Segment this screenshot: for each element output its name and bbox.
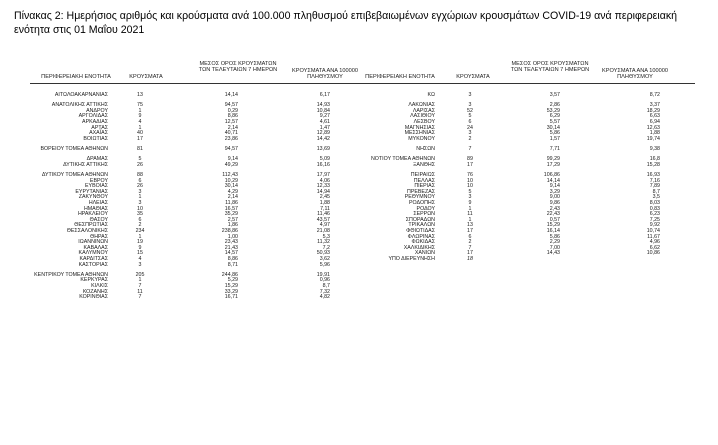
cases-cell: 17 xyxy=(467,228,473,234)
table-row xyxy=(0,126,718,131)
cases-cell: 17 xyxy=(137,135,143,142)
avg7-cell: 5,86 xyxy=(549,130,560,137)
cases-cell: 18 xyxy=(467,256,473,262)
per100k-cell: 3,62 xyxy=(319,256,330,262)
region-cell: ΚΕΝΤΡΙΚΟΥ ΤΟΜΕΑ ΑΘΗΝΩΝ xyxy=(34,271,108,278)
table-row xyxy=(0,218,718,223)
cases-cell: 3 xyxy=(138,188,142,195)
table-row xyxy=(0,207,718,212)
per100k-cell: 11,32 xyxy=(317,239,330,246)
avg7-cell: 2,14 xyxy=(227,124,238,131)
cases-cell: 6 xyxy=(468,233,472,240)
cases-cell: 3 xyxy=(468,130,472,137)
cases-cell: 7 xyxy=(468,146,472,152)
table-row xyxy=(0,109,718,114)
avg7-cell: 23,43 xyxy=(224,239,238,246)
per100k-cell: 6,63 xyxy=(649,113,660,120)
header-cases-left: ΚΡΟΥΣΜΑΤΑ xyxy=(129,74,163,80)
avg7-cell: 5,57 xyxy=(549,119,560,125)
table-row xyxy=(0,251,718,256)
cases-cell: 6 xyxy=(138,177,142,184)
table-row xyxy=(0,257,718,262)
table-row xyxy=(0,173,718,178)
avg7-cell: 3,29 xyxy=(549,188,560,195)
per100k-cell: 0,83 xyxy=(649,205,660,212)
per100k-cell: 3,5 xyxy=(652,194,660,201)
table-row xyxy=(0,147,718,152)
avg7-cell: 94,57 xyxy=(224,102,238,109)
per100k-cell: 19,91 xyxy=(316,271,330,278)
region-cell: ΜΑΓΝΗΣΙΑΣ xyxy=(404,124,435,131)
cases-cell: 11 xyxy=(467,211,473,218)
region-cell: ΣΠΟΡΑΔΩΝ xyxy=(405,216,435,223)
cases-cell: 3 xyxy=(468,102,472,109)
cases-cell: 6 xyxy=(138,216,142,223)
cases-cell: 89 xyxy=(467,156,473,163)
region-cell: ΥΠΟ ΔΙΕΡΕΥΝΗΣΗ xyxy=(388,256,435,262)
region-cell: ΡΕΘΥΜΝΟΥ xyxy=(404,194,435,201)
avg7-cell: 2,57 xyxy=(227,216,238,223)
per100k-cell: 15,28 xyxy=(646,161,660,168)
table-row xyxy=(0,120,718,125)
per100k-cell: 8,72 xyxy=(649,92,660,98)
region-cell: ΝΗΣΩΝ xyxy=(416,146,435,152)
per100k-cell: 14,94 xyxy=(316,188,330,195)
avg7-cell: 16,71 xyxy=(224,294,238,301)
cases-cell: 5 xyxy=(468,188,472,195)
region-cell: ΡΟΔΟΥ xyxy=(416,205,435,212)
avg7-cell: 16,57 xyxy=(224,205,238,212)
cases-cell: 75 xyxy=(137,102,143,109)
per100k-cell: 9,38 xyxy=(649,146,660,152)
region-cell: ΡΟΔΟΠΗΣ xyxy=(408,200,435,206)
cases-cell: 24 xyxy=(467,124,473,131)
table-row xyxy=(0,190,718,195)
per100k-cell: 14,93 xyxy=(316,102,330,109)
per100k-cell: 6,17 xyxy=(319,92,330,98)
per100k-cell: 4,82 xyxy=(319,294,330,301)
avg7-cell: 1,86 xyxy=(227,222,238,229)
per100k-cell: 5,09 xyxy=(319,156,330,163)
region-cell: ΧΑΛΚΙΔΙΚΗΣ xyxy=(403,244,435,251)
cases-cell: 10 xyxy=(137,205,143,212)
per100k-cell: 6,23 xyxy=(649,211,660,218)
avg7-cell: 15,29 xyxy=(546,222,560,229)
avg7-cell: 35,29 xyxy=(224,211,238,218)
avg7-cell: 2,86 xyxy=(549,102,560,109)
avg7-cell: 1,57 xyxy=(549,135,560,142)
region-cell: ΑΧΑΪΑΣ xyxy=(89,130,108,137)
avg7-cell: 16,14 xyxy=(546,228,560,234)
per100k-cell: 4,06 xyxy=(319,177,330,184)
cases-cell: 26 xyxy=(137,161,143,168)
avg7-cell: 30,14 xyxy=(224,183,238,190)
cases-cell: 3 xyxy=(468,194,472,201)
region-cell: ΛΑΚΩΝΙΑΣ xyxy=(408,102,435,109)
header-region-right: ΠΕΡΙΦΕΡΕΙΑΚΗ ΕΝΟΤΗΤΑ xyxy=(365,74,435,80)
region-cell: ΚΑΛΥΜΝΟΥ xyxy=(78,250,108,257)
region-cell: ΑΡΚΑΔΙΑΣ xyxy=(82,119,108,125)
header-divider xyxy=(30,83,695,84)
region-cell: ΚΑΣΤΟΡΙΑΣ xyxy=(78,261,108,268)
avg7-cell: 9,14 xyxy=(227,156,238,163)
cases-cell: 3 xyxy=(138,200,142,206)
avg7-cell: 3,57 xyxy=(549,92,560,98)
per100k-cell: 5,96 xyxy=(319,261,330,268)
region-cell: ΑΡΓΟΛΙΔΑΣ xyxy=(78,113,108,120)
per100k-cell: 13,69 xyxy=(316,146,330,152)
avg7-cell: 2,43 xyxy=(549,205,560,212)
region-cell: ΘΕΣΣΑΛΟΝΙΚΗΣ xyxy=(66,228,108,234)
region-cell: ΘΕΣΠΡΩΤΙΑΣ xyxy=(74,222,108,229)
table-row xyxy=(0,223,718,228)
region-cell: ΦΘΙΩΤΙΔΑΣ xyxy=(406,228,435,234)
region-cell: ΑΙΤΩΛΟΑΚΑΡΝΑΝΙΑΣ xyxy=(54,92,108,98)
region-cell: ΗΛΕΙΑΣ xyxy=(88,200,108,206)
avg7-cell: 5,86 xyxy=(549,233,560,240)
per100k-cell: 7,25 xyxy=(649,216,660,223)
per100k-cell: 12,63 xyxy=(646,124,660,131)
table-row xyxy=(0,184,718,189)
per100k-cell: 7,2 xyxy=(322,244,330,251)
region-cell: ΕΥΒΟΙΑΣ xyxy=(85,183,108,190)
avg7-cell: 14,14 xyxy=(546,177,560,184)
cases-cell: 9 xyxy=(468,200,472,206)
cases-cell: 7 xyxy=(468,244,472,251)
cases-cell: 1 xyxy=(468,205,472,212)
avg7-cell: 9,14 xyxy=(549,183,560,190)
avg7-cell: 12,57 xyxy=(224,119,238,125)
per100k-cell: 4,96 xyxy=(649,239,660,246)
region-cell: ΝΟΤΙΟΥ ΤΟΜΕΑ ΑΘΗΝΩΝ xyxy=(370,156,435,163)
cases-cell: 26 xyxy=(137,183,143,190)
region-cell: ΔΡΑΜΑΣ xyxy=(86,156,108,163)
cases-cell: 2 xyxy=(468,239,472,246)
table-row xyxy=(0,195,718,200)
region-cell: ΑΝΔΡΟΥ xyxy=(86,107,108,114)
per100k-cell: 8,7 xyxy=(652,188,660,195)
per100k-cell: 6,94 xyxy=(649,119,660,125)
avg7-cell: 40,71 xyxy=(224,130,238,137)
per100k-cell: 4,97 xyxy=(319,222,330,229)
avg7-cell: 0,29 xyxy=(227,107,238,114)
avg7-cell: 8,86 xyxy=(227,113,238,120)
table-row xyxy=(0,93,718,98)
region-cell: ΚΕΡΚΥΡΑΣ xyxy=(80,277,108,284)
per100k-cell: 43,57 xyxy=(316,216,330,223)
cases-cell: 5 xyxy=(468,113,472,120)
avg7-cell: 17,29 xyxy=(546,161,560,168)
region-cell: ΞΑΝΘΗΣ xyxy=(412,161,435,168)
region-cell: ΚΟΖΑΝΗΣ xyxy=(82,288,108,295)
per100k-cell: 17,97 xyxy=(316,172,330,178)
avg7-cell: 106,86 xyxy=(543,172,560,178)
avg7-cell: 94,57 xyxy=(224,146,238,152)
per100k-cell: 18,29 xyxy=(646,107,660,114)
region-cell: ΒΟΙΩΤΙΑΣ xyxy=(83,135,108,142)
cases-cell: 234 xyxy=(135,228,145,234)
per100k-cell: 2,45 xyxy=(319,194,330,201)
per100k-cell: 10,86 xyxy=(646,250,660,257)
region-cell: ΗΡΑΚΛΕΙΟΥ xyxy=(77,211,108,218)
per100k-cell: 5,3 xyxy=(322,233,330,240)
per100k-cell: 9,27 xyxy=(319,113,330,120)
cases-cell: 3 xyxy=(138,261,142,268)
cases-cell: 9 xyxy=(138,113,142,120)
region-cell: ΖΑΚΥΝΘΟΥ xyxy=(78,194,108,201)
region-cell: ΔΥΤΙΚΟΥ ΤΟΜΕΑ ΑΘΗΝΩΝ xyxy=(41,172,108,178)
per100k-cell: 1,88 xyxy=(319,200,330,206)
avg7-cell: 6,29 xyxy=(549,113,560,120)
avg7-cell: 10,29 xyxy=(224,177,238,184)
region-cell: ΒΟΡΕΙΟΥ ΤΟΜΕΑ ΑΘΗΝΩΝ xyxy=(40,146,108,152)
per100k-cell: 19,74 xyxy=(646,135,660,142)
cases-cell: 6 xyxy=(468,119,472,125)
region-cell: ΠΕΛΛΑΣ xyxy=(413,177,435,184)
region-cell: ΛΕΣΒΟΥ xyxy=(413,119,435,125)
per100k-cell: 7,89 xyxy=(649,183,660,190)
cases-cell: 1 xyxy=(138,194,142,201)
avg7-cell: 53,29 xyxy=(546,107,560,114)
per100k-cell: 16,8 xyxy=(649,156,660,163)
region-cell: ΠΡΕΒΕΖΑΣ xyxy=(407,188,435,195)
region-cell: ΕΒΡΟΥ xyxy=(89,177,108,184)
cases-cell: 11 xyxy=(137,288,143,295)
region-cell: ΠΙΕΡΙΑΣ xyxy=(414,183,435,190)
avg7-cell: 112,43 xyxy=(222,172,238,178)
region-cell: ΦΩΚΙΔΑΣ xyxy=(411,239,435,246)
avg7-cell: 4,29 xyxy=(227,188,238,195)
per100k-cell: 21,08 xyxy=(316,228,330,234)
per100k-cell: 7,11 xyxy=(320,205,330,212)
per100k-cell: 50,93 xyxy=(316,250,330,257)
avg7-cell: 238,86 xyxy=(221,228,238,234)
region-cell: ΠΕΙΡΑΙΩΣ xyxy=(410,172,435,178)
header-region-left: ΠΕΡΙΦΕΡΕΙΑΚΗ ΕΝΟΤΗΤΑ xyxy=(41,74,111,80)
avg7-cell: 99,29 xyxy=(546,156,560,163)
cases-cell: 35 xyxy=(137,211,143,218)
header-cases-right: ΚΡΟΥΣΜΑΤΑ xyxy=(456,74,490,80)
per100k-cell: 6,62 xyxy=(649,244,660,251)
per100k-cell: 9,92 xyxy=(649,222,660,229)
cases-cell: 10 xyxy=(467,183,473,190)
cases-cell: 7 xyxy=(138,283,142,289)
region-cell: ΧΑΝΙΩΝ xyxy=(414,250,435,257)
avg7-cell: 30,14 xyxy=(546,124,560,131)
per100k-cell: 10,74 xyxy=(646,228,660,234)
region-cell: ΣΕΡΡΩΝ xyxy=(413,211,435,218)
region-cell: ΙΩΑΝΝΙΝΩΝ xyxy=(78,239,108,246)
cases-cell: 17 xyxy=(467,161,473,168)
cases-cell: 76 xyxy=(467,172,473,178)
per100k-cell: 8,7 xyxy=(322,283,330,289)
table-row xyxy=(0,179,718,184)
region-cell: ΑΡΤΑΣ xyxy=(91,124,108,131)
cases-cell: 13 xyxy=(137,92,143,98)
table-row xyxy=(0,103,718,108)
cases-cell: 40 xyxy=(137,130,143,137)
header-avg7-right: ΜΕΣΟΣ ΟΡΟΣ ΚΡΟΥΣΜΑΤΩΝ ΤΩΝ ΤΕΛΕΥΤΑΙΩΝ 7 ΗΜΕΡΩΝ xyxy=(510,61,590,74)
table-row xyxy=(0,240,718,245)
avg7-cell: 244,86 xyxy=(221,271,238,278)
table-row xyxy=(0,212,718,217)
avg7-cell: 11,86 xyxy=(225,200,238,206)
region-cell: ΚΟΡΙΝΘΙΑΣ xyxy=(79,294,108,301)
region-cell: ΔΥΤΙΚΗΣ ΑΤΤΙΚΗΣ xyxy=(63,161,108,168)
region-cell: ΜΕΣΣΗΝΙΑΣ xyxy=(404,130,435,137)
cases-cell: 17 xyxy=(467,250,473,257)
avg7-cell: 15,29 xyxy=(224,283,238,289)
region-cell: ΕΥΡΥΤΑΝΙΑΣ xyxy=(75,188,108,195)
cases-cell: 4 xyxy=(138,119,142,125)
region-cell: ΚΑΒΑΛΑΣ xyxy=(83,244,108,251)
region-cell: ΜΥΚΟΝΟΥ xyxy=(408,135,435,142)
region-cell: ΛΑΣΙΘΙΟΥ xyxy=(410,113,435,120)
region-cell: ΤΡΙΚΑΛΩΝ xyxy=(408,222,435,229)
per100k-cell: 3,37 xyxy=(649,102,660,109)
cases-cell: 10 xyxy=(467,177,473,184)
cases-cell: 2 xyxy=(138,222,142,229)
cases-cell: 1 xyxy=(468,216,472,223)
region-cell: ΚΑΡΔΙΤΣΑΣ xyxy=(79,256,108,262)
avg7-cell: 49,29 xyxy=(224,161,238,168)
region-cell: ΚΩ xyxy=(427,92,435,98)
avg7-cell: 21,43 xyxy=(224,244,238,251)
avg7-cell: 2,29 xyxy=(549,239,560,246)
cases-cell: 5 xyxy=(138,156,142,163)
table-row xyxy=(0,229,718,234)
cases-cell: 88 xyxy=(137,172,143,178)
avg7-cell: 8,86 xyxy=(227,256,238,262)
table-row xyxy=(0,114,718,119)
table-row xyxy=(0,263,718,268)
avg7-cell: 9,00 xyxy=(549,194,560,201)
region-cell: ΘΗΡΑΣ xyxy=(90,233,108,240)
table-row xyxy=(0,201,718,206)
per100k-cell: 7,32 xyxy=(319,288,330,295)
cases-cell: 4 xyxy=(138,256,142,262)
per100k-cell: 12,89 xyxy=(316,130,330,137)
cases-cell: 15 xyxy=(137,250,143,257)
avg7-cell: 33,29 xyxy=(224,288,238,295)
table-row xyxy=(0,235,718,240)
table-title: Πίνακας 2: Ημερήσιος αριθμός και κρούσματα ανά 100.000 πληθυσμού επιβεβαιωμένων εγχώριων κρουσμάτων COVID-19 ανά περιφερειακή ενότητα στις 01 Μαΐου 2021 xyxy=(14,10,678,36)
cases-cell: 52 xyxy=(467,107,473,114)
cases-cell: 7 xyxy=(138,294,142,301)
header-per100k-right: ΚΡΟΥΣΜΑΤΑ ΑΝΑ 100000 ΠΛΗΘΥΣΜΟΥ xyxy=(602,68,668,81)
avg7-cell: 14,14 xyxy=(224,92,238,98)
avg7-cell: 7,71 xyxy=(549,146,560,152)
table-row xyxy=(0,295,718,300)
table-row xyxy=(0,131,718,136)
avg7-cell: 9,86 xyxy=(549,200,560,206)
per100k-cell: 16,16 xyxy=(316,161,330,168)
per100k-cell: 1,88 xyxy=(649,130,660,137)
per100k-cell: 11,67 xyxy=(647,233,660,240)
table-row xyxy=(0,137,718,142)
avg7-cell: 0,57 xyxy=(549,216,560,223)
per100k-cell: 14,42 xyxy=(316,135,330,142)
table-row xyxy=(0,246,718,251)
avg7-cell: 22,43 xyxy=(546,211,560,218)
header-per100k-left: ΚΡΟΥΣΜΑΤΑ ΑΝΑ 100000 ΠΛΗΘΥΣΜΟΥ xyxy=(292,68,358,81)
avg7-cell: 23,86 xyxy=(224,135,238,142)
cases-cell: 19 xyxy=(137,239,143,246)
cases-cell: 9 xyxy=(138,244,142,251)
per100k-cell: 12,33 xyxy=(316,183,330,190)
cases-cell: 81 xyxy=(137,146,143,152)
cases-cell: 1 xyxy=(138,107,142,114)
avg7-cell: 7,00 xyxy=(549,244,560,251)
cases-cell: 3 xyxy=(468,92,472,98)
avg7-cell: 2,14 xyxy=(227,194,238,201)
per100k-cell: 7,16 xyxy=(649,177,660,184)
table-row xyxy=(0,163,718,168)
avg7-cell: 14,43 xyxy=(546,250,560,257)
region-cell: ΘΑΣΟΥ xyxy=(89,216,108,223)
header-avg7-left: ΜΕΣΟΣ ΟΡΟΣ ΚΡΟΥΣΜΑΤΩΝ ΤΩΝ ΤΕΛΕΥΤΑΙΩΝ 7 ΗΜΕΡΩΝ xyxy=(198,61,278,74)
cases-cell: 1 xyxy=(138,233,142,240)
per100k-cell: 10,84 xyxy=(316,107,330,114)
avg7-cell: 8,71 xyxy=(227,261,238,268)
per100k-cell: 4,61 xyxy=(319,119,330,125)
per100k-cell: 8,03 xyxy=(649,200,660,206)
region-cell: ΛΑΡΙΣΑΣ xyxy=(412,107,435,114)
cases-cell: 1 xyxy=(138,277,142,284)
region-cell: ΦΛΩΡΙΝΑΣ xyxy=(407,233,435,240)
region-cell: ΑΝΑΤΟΛΙΚΗΣ ΑΤΤΙΚΗΣ xyxy=(51,102,108,109)
avg7-cell: 1,00 xyxy=(227,233,238,240)
avg7-cell: 14,57 xyxy=(224,250,238,257)
table-row xyxy=(0,157,718,162)
cases-cell: 205 xyxy=(135,271,145,278)
region-cell: ΚΙΛΚΙΣ xyxy=(91,283,108,289)
per100k-cell: 1,47 xyxy=(319,124,330,131)
per100k-cell: 0,96 xyxy=(319,277,330,284)
cases-cell: 1 xyxy=(138,124,142,131)
avg7-cell: 5,29 xyxy=(227,277,238,284)
cases-cell: 2 xyxy=(468,135,472,142)
per100k-cell: 16,93 xyxy=(646,172,660,178)
cases-cell: 13 xyxy=(467,222,473,229)
region-cell: ΗΜΑΘΙΑΣ xyxy=(83,205,108,212)
per100k-cell: 11,46 xyxy=(317,211,330,218)
